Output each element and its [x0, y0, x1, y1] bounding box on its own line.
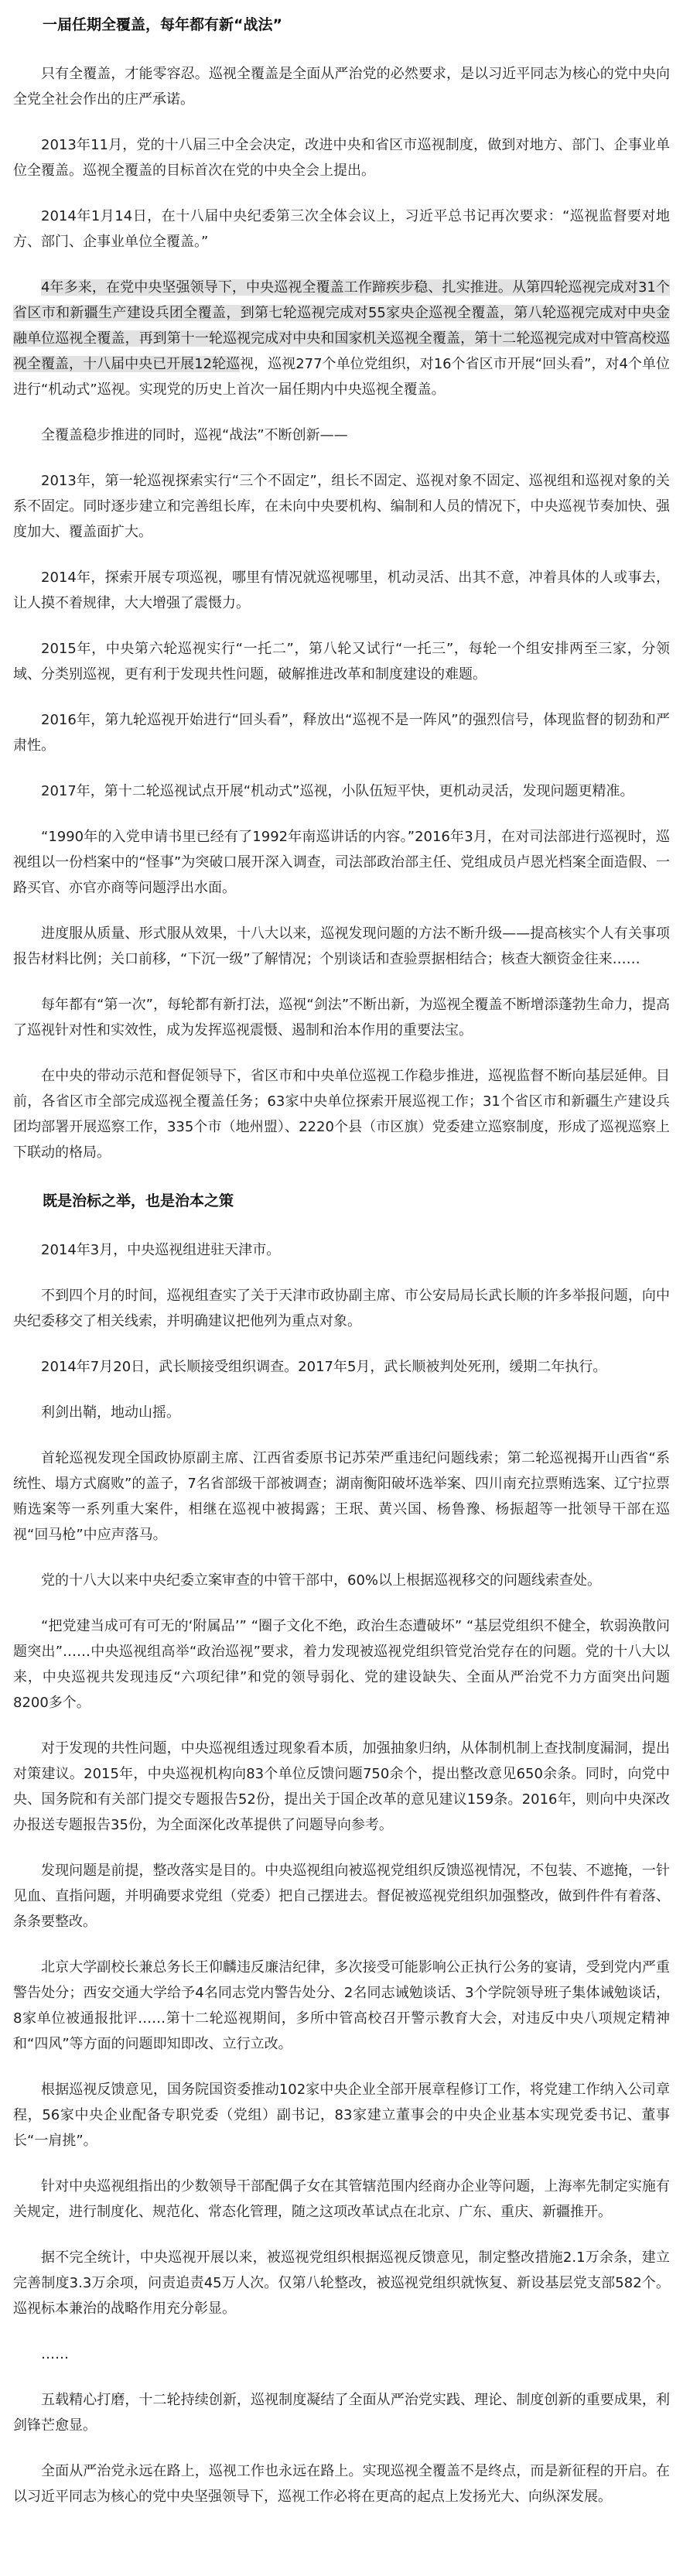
section-heading — [13, 1189, 670, 1214]
paragraph — [13, 1237, 670, 1263]
highlighted-text: 4年多来，在党中央坚强领导下，中央巡视全覆盖工作蹄疾步稳、扎实推进。从第四轮巡视完成对31个省区市和新疆生产建设兵团全覆盖，到第七轮巡视完成对55家央企巡视全覆盖，第八轮巡视完成对中央金融单位巡视全覆盖，再到第十一轮巡视完成对中央和国家机关巡视全覆盖，第十二轮巡视完成对中管高校巡视全覆盖，十八届中央已开展12轮巡 — [13, 279, 670, 372]
text-run: 视，巡视277个单位党组织，对16个省区市开展“回头看”，对4个单位进行“机动式”巡视。实现党的历史上首次一届任期内中央巡视全覆盖。 — [13, 356, 670, 398]
text-run: 利剑出鞘，地动山摇。 — [41, 1404, 180, 1421]
paragraph — [13, 1400, 670, 1425]
paragraph — [13, 1955, 670, 2057]
text-run: 只有全覆盖，才能零容忍。巡视全覆盖是全面从严治党的必然要求，是以习近平同志为核心的党中央向全党全社会作出的庄严承诺。 — [13, 66, 670, 108]
text-run: 2015年，中央第六轮巡视实行“一托二”，第八轮又试行“一托三”，每轮一个组安排两至三家，分领域、分类别巡视，更有利于发现共性问题，破解推进改革和制度建设的难题。 — [13, 641, 670, 682]
text-run: 进度服从质量、形式服从效果，十八大以来，巡视发现问题的方法不断升级——提高核实个人有关事项报告材料比例；关口前移，“下沉一级”了解情况；个别谈话和查验票据相结合；核查大额资金往来…… — [13, 925, 670, 967]
text-run: 2017年，第十二轮巡视试点开展“机动式”巡视，小队伍短平快，更机动灵活，发现问题更精准。 — [41, 783, 634, 799]
paragraph — [13, 2342, 670, 2367]
text-run: 既是治标之举，也是治本之策 — [43, 1192, 234, 1209]
paragraph — [13, 636, 670, 687]
paragraph — [13, 422, 670, 448]
paragraph — [13, 1858, 670, 1935]
paragraph — [13, 204, 670, 255]
paragraph — [13, 565, 670, 616]
text-run: 2016年，第九轮巡视开始进行“回头看”，释放出“巡视不是一阵风”的强烈信号，体现监督的韧劲和严肃性。 — [13, 712, 670, 754]
paragraph — [13, 2458, 670, 2509]
paragraph — [13, 2174, 670, 2225]
paragraph — [13, 1613, 670, 1716]
text-run: “1990年的入党申请书里已经有了1992年南巡讲话的内容。”2016年3月，在对司法部进行巡视时，巡视组以一份档案中的“怪事”为突破口展开深入调查，司法部政治部主任、党组成员卢恩光档案全面造假、一路买官、亦官亦商等问题浮出水面。 — [13, 829, 670, 896]
paragraph — [13, 132, 670, 183]
section-heading — [13, 12, 670, 38]
text-run: 2014年3月，中央巡视组进驻天津市。 — [41, 1242, 281, 1258]
text-run: 在中央的带动示范和督促领导下，省区市和中央单位巡视工作稳步推进，巡视监督不断向基层延伸。目前，各省区市全部完成巡视全覆盖任务；63家中央单位探索开展巡视工作；31个省区市和新疆生产建设兵团均部署开展巡察工作，335个市（地州盟）、2220个县（市区旗）党委建立巡察制度，形成了巡视巡察上下联动的格局。 — [13, 1068, 670, 1161]
text-run: 针对中央巡视组指出的少数领导干部配偶子女在其管辖范围内经商办企业等问题，上海率先制定实施有关规定，进行制度化、规范化、常态化管理，随之这项改革试点在北京、广东、重庆、新疆推开。 — [13, 2178, 670, 2220]
text-run: 党的十八大以来中央纪委立案审查的中管干部中，60%以上根据巡视移交的问题线索查处。 — [41, 1572, 602, 1589]
paragraph — [13, 275, 670, 402]
text-run: 首轮巡视发现全国政协原副主席、江西省委原书记苏荣严重违纪问题线索；第二轮巡视揭开山西省“系统性、塌方式腐败”的盖子，7名省部级干部被调查；湖南衡阳破坏选举案、四川南充拉票贿选案、辽宁拉票贿选案等一系列重大案件，相继在巡视中被揭露；王珉、黄兴国、杨鲁豫、杨振超等一批领导干部在巡视“回马枪”中应声落马。 — [13, 1450, 670, 1543]
text-run: 2014年1月14日，在十八届中央纪委第三次全体会议上，习近平总书记再次要求：“巡视监督要对地方、部门、企事业单位全覆盖。” — [13, 208, 670, 250]
text-run: 根据巡视反馈意见，国务院国资委推动102家中央企业全部开展章程修订工作，将党建工作纳入公司章程，56家中央企业配备专职党委（党组）副书记，83家建立董事会的中央企业基本实现党委书记、董事长“一肩挑”。 — [13, 2082, 670, 2149]
paragraph — [13, 1354, 670, 1380]
paragraph — [13, 2387, 670, 2438]
text-run: 每年都有“第一次”，每轮都有新打法，巡视“剑法”不断出新，为巡视全覆盖不断增添蓬勃生命力，提高了巡视针对性和实效性，成为发挥巡视震慑、遏制和治本作用的重要法宝。 — [13, 997, 670, 1038]
text-run: 全面从严治党永远在路上，巡视工作也永远在路上。实现巡视全覆盖不是终点，而是新征程的开启。在以习近平同志为核心的党中央坚强领导下，巡视工作必将在更高的起点上发扬光大、向纵深发展。 — [13, 2463, 670, 2505]
text-run: 不到四个月的时间，巡视组查实了关于天津市政协副主席、市公安局局长武长顺的许多举报问题，向中央纪委移交了相关线索，并明确建议把他列为重点对象。 — [13, 1288, 670, 1329]
paragraph — [13, 707, 670, 758]
text-run: 据不完全统计，中央巡视开展以来，被巡视党组织根据巡视反馈意见，制定整改措施2.1万余条，建立完善制度3.3万余项，问责追责45万人次。仅第八轮整改，被巡视党组织就恢复、新设基层党支部582个。巡视标本兼治的战略作用充分彰显。 — [13, 2249, 670, 2317]
text-run: 2014年7月20日，武长顺接受组织调查。2017年5月，武长顺被判处死刑，缓期二年执行。 — [41, 1359, 607, 1375]
text-run: 北京大学副校长兼总务长王仰麟违反廉洁纪律，多次接受可能影响公正执行公务的宴请，受到党内严重警告处分；西安交通大学给予4名同志党内警告处分、2名同志诫勉谈话、3个学院领导班子集体诫勉谈话，8家单位被通报批评……第十二轮巡视期间，多所中管高校召开警示教育大会，对违反中央八项规定精神和“四风”等方面的问题即知即改、立行立改。 — [13, 1959, 670, 2052]
text-run: 一届任期全覆盖，每年都有新“战法” — [43, 16, 282, 33]
paragraph — [13, 468, 670, 545]
paragraph — [13, 778, 670, 804]
paragraph — [13, 1568, 670, 1593]
text-run: 五载精心打磨，十二轮持续创新，巡视制度凝结了全面从严治党实践、理论、制度创新的重要成果，利剑锋芒愈显。 — [13, 2392, 670, 2434]
text-run: 2013年11月，党的十八届三中全会决定，改进中央和省区市巡视制度，做到对地方、部门、企事业单位全覆盖。巡视全覆盖的目标首次在党的中央全会上提出。 — [13, 137, 670, 179]
text-run: 全覆盖稳步推进的同时，巡视“战法”不断创新—— — [41, 427, 348, 443]
text-run: …… — [41, 2346, 69, 2362]
text-run: 2014年，探索开展专项巡视，哪里有情况就巡视哪里，机动灵活、出其不意，冲着具体的人或事去，让人摸不着规律，大大增强了震慑力。 — [13, 570, 670, 611]
text-run: “把党建当成可有可无的‘附属品’” “圈子文化不绝，政治生态遭破坏” “基层党组织不健全，软弱涣散问题突出”……中央巡视组高举“政治巡视”要求，着力发现被巡视党组织管党治党存在的问题。党的十八大以来，中央巡视共发现违反“六项纪律”和党的领导弱化、党的建设缺失、全面从严治党不力方面突出问题8200多个。 — [13, 1618, 670, 1711]
paragraph — [13, 1283, 670, 1334]
paragraph — [13, 992, 670, 1043]
paragraph — [13, 2245, 670, 2321]
paragraph — [13, 61, 670, 112]
text-run: 对于发现的共性问题，中央巡视组透过现象看本质，加强抽象归纳，从体制机制上查找制度漏洞，提出对策建议。2015年，中央巡视机构向83个单位反馈问题750余个，提出整改意见650余条。同时，向党中央、国务院和有关部门提交专题报告52份，提出关于国企改革的意见建议159条。2016年，则向中央深改办报送专题报告35份，为全面深化改革提供了问题导向参考。 — [13, 1740, 670, 1833]
paragraph — [13, 824, 670, 901]
text-run: 2013年，第一轮巡视探索实行“三个不固定”，组长不固定、巡视对象不固定、巡视组和巡视对象的关系不固定。同时逐步建立和完善组长库，在未向中央要机构、编制和人员的情况下，中央巡视节奏加快、强度加大、覆盖面扩大。 — [13, 473, 670, 540]
paragraph — [13, 2077, 670, 2154]
paragraph — [13, 1445, 670, 1548]
article-body — [13, 12, 670, 2509]
text-run: 发现问题是前提，整改落实是目的。中央巡视组向被巡视党组织反馈巡视情况，不包装、不遮掩，一针见血、直指问题，并明确要求党组（党委）把自己摆进去。督促被巡视党组织加强整改，做到件件有着落、条条要整改。 — [13, 1863, 670, 1930]
paragraph — [13, 1063, 670, 1165]
paragraph — [13, 921, 670, 972]
paragraph — [13, 1736, 670, 1838]
